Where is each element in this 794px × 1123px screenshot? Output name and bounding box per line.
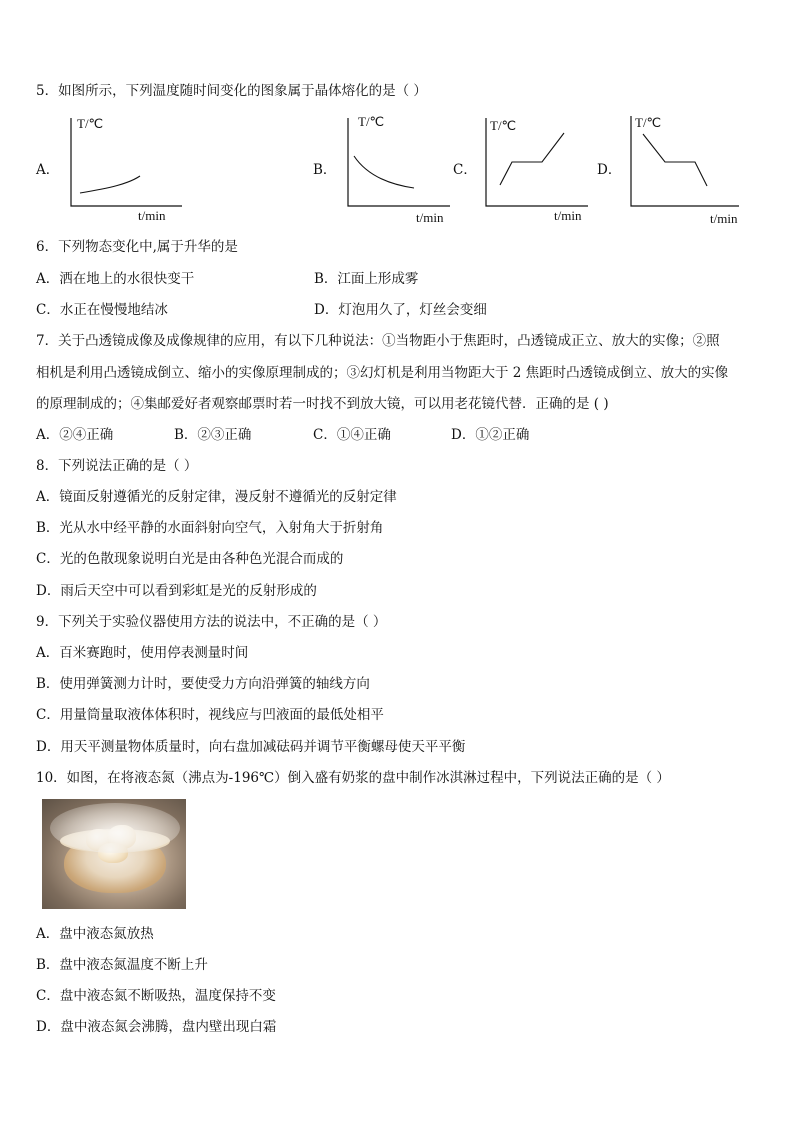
q7-stem-line-3: 的原理制成的；④集邮爱好者观察邮票时若一时找不到放大镜，可以用老花镜代替．正确的是 ( ) <box>36 396 609 412</box>
graph-a-axes <box>71 118 182 206</box>
q9-option-c[interactable]: C．用量筒量取液体体积时，视线应与凹液面的最低处相平 <box>36 707 384 723</box>
q10-stem: 10．如图，在将液态氮（沸点为-196℃）倒入盛有奶浆的盘中制作冰淇淋过程中，下列说法正确的是（ ） <box>36 770 670 786</box>
q7-option-b[interactable]: B．②③正确 <box>174 427 252 443</box>
q5-option-c-letter[interactable]: C． <box>453 162 477 178</box>
q8-option-b[interactable]: B．光从水中经平静的水面斜射向空气，入射角大于折射角 <box>36 520 384 536</box>
q10-option-d[interactable]: D．盘中液态氮会沸腾，盘内壁出现白霜 <box>36 1019 277 1035</box>
graph-b-curve <box>354 156 414 188</box>
q5-graph-d-svg <box>621 114 751 224</box>
graph-c-x-label: t/min <box>554 208 582 223</box>
q5-option-b-letter[interactable]: B． <box>313 162 337 178</box>
q5-graph-b[interactable] <box>338 116 468 230</box>
graph-a-x-label: t/min <box>138 208 166 223</box>
q5-option-d-letter[interactable]: D． <box>597 162 622 178</box>
ice-cream-photo <box>42 799 186 909</box>
q5-option-a-letter[interactable]: A． <box>36 162 60 178</box>
q5-graph-c[interactable] <box>476 116 606 230</box>
q7-option-d[interactable]: D．①②正确 <box>451 427 530 443</box>
q5-graph-c-svg <box>476 116 606 226</box>
q9-option-a[interactable]: A．百米赛跑时，使用停表测量时间 <box>36 645 249 661</box>
q9-option-b[interactable]: B．使用弹簧测力计时，要使受力方向沿弹簧的轴线方向 <box>36 676 370 692</box>
q8-option-c[interactable]: C．光的色散现象说明白光是由各种色光混合而成的 <box>36 551 344 567</box>
q8-option-d[interactable]: D．雨后天空中可以看到彩虹是光的反射形成的 <box>36 583 317 599</box>
q5-graph-a[interactable] <box>60 116 190 230</box>
nitrogen-fog <box>50 803 180 853</box>
q6-option-d[interactable]: D．灯泡用久了，灯丝会变细 <box>314 302 487 318</box>
q7-stem-line-1: 7．关于凸透镜成像及成像规律的应用，有以下几种说法：①当物距小于焦距时，凸透镜成正立、放大的实像；②照 <box>36 333 720 349</box>
q7-option-c[interactable]: C．①④正确 <box>313 427 391 443</box>
q6-option-b[interactable]: B．江面上形成雾 <box>314 271 419 287</box>
graph-b-y-label: T/℃ <box>358 114 385 129</box>
q8-option-a[interactable]: A．镜面反射遵循光的反射定律，漫反射不遵循光的反射定律 <box>36 489 397 505</box>
q10-option-b[interactable]: B．盘中液态氮温度不断上升 <box>36 957 208 973</box>
q10-option-a[interactable]: A．盘中液态氮放热 <box>36 926 154 942</box>
q6-option-a[interactable]: A．洒在地上的水很快变干 <box>36 271 195 287</box>
q5-graph-d[interactable] <box>621 114 751 228</box>
q9-option-d[interactable]: D．用天平测量物体质量时，向右盘加减砝码并调节平衡螺母使天平平衡 <box>36 739 466 755</box>
graph-d-x-label: t/min <box>710 211 738 226</box>
graph-d-curve <box>643 134 707 186</box>
q9-stem: 9．下列关于实验仪器使用方法的说法中，不正确的是（ ） <box>36 614 387 630</box>
graph-d-y-label: T/℃ <box>635 115 662 130</box>
q5-graph-b-svg <box>338 116 468 226</box>
graph-b-x-label: t/min <box>416 210 444 225</box>
graph-c-y-label: T/℃ <box>490 118 517 133</box>
q8-stem: 8．下列说法正确的是（ ） <box>36 458 198 474</box>
graph-b-axes <box>348 118 450 206</box>
q5-stem: 5．如图所示，下列温度随时间变化的图象属于晶体熔化的是（ ） <box>36 83 427 99</box>
q7-option-a[interactable]: A．②④正确 <box>36 427 114 443</box>
q6-option-c[interactable]: C．水正在慢慢地结冰 <box>36 302 168 318</box>
graph-c-curve <box>500 133 564 185</box>
graph-a-y-label: T/℃ <box>77 116 104 131</box>
q5-graph-a-svg <box>60 116 190 226</box>
q7-stem-line-2: 相机是利用凸透镜成倒立、缩小的实像原理制成的；③幻灯机是利用当物距大于 2 焦距时凸透镜成倒立、放大的实像 <box>36 365 729 381</box>
graph-a-curve <box>80 176 140 193</box>
q6-stem: 6．下列物态变化中,属于升华的是 <box>36 239 238 255</box>
q10-option-c[interactable]: C．盘中液态氮不断吸热，温度保持不变 <box>36 988 276 1004</box>
